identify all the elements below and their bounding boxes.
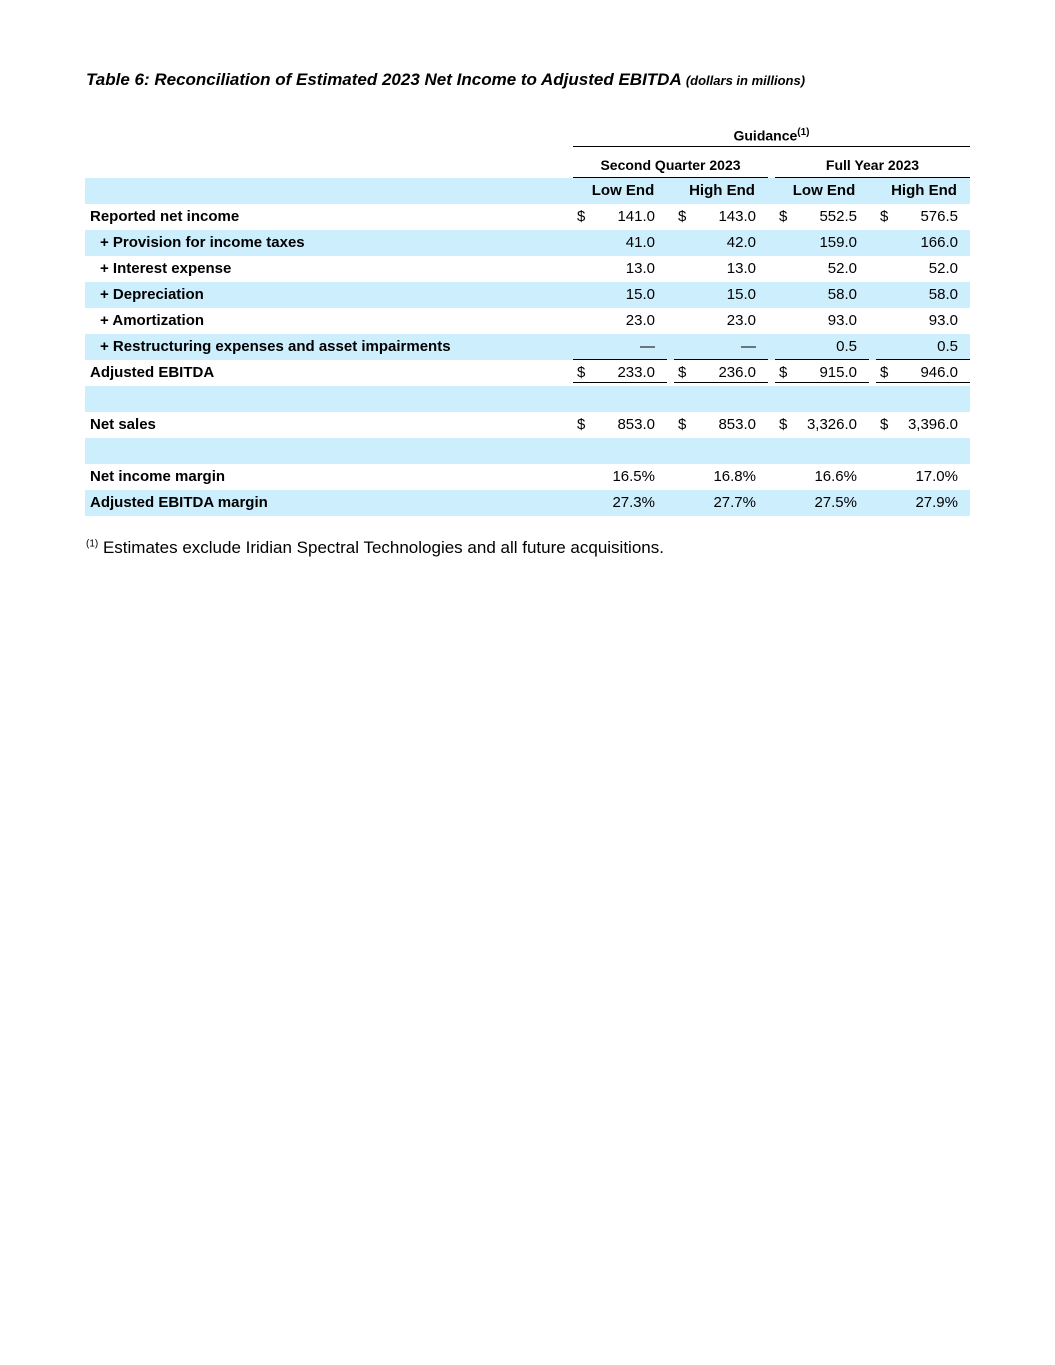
value-cell: 15.0 xyxy=(726,286,756,303)
row-label: + Provision for income taxes xyxy=(100,234,305,251)
dollar-sign: $ xyxy=(678,364,687,381)
value-cell: 3,396.0 xyxy=(907,416,958,433)
value-cell: 141.0 xyxy=(617,208,655,225)
value-cell: 0.5 xyxy=(836,338,857,355)
dollar-sign: $ xyxy=(577,416,586,433)
period-q2: Second Quarter 2023 xyxy=(600,157,741,173)
col-fy-low: Low End xyxy=(792,182,856,199)
dollar-sign: $ xyxy=(779,416,788,433)
value-cell: 27.5% xyxy=(814,494,857,511)
value-cell: 23.0 xyxy=(625,312,655,329)
value-cell: 58.0 xyxy=(827,286,857,303)
value-cell: 16.8% xyxy=(713,468,756,485)
value-cell: 946.0 xyxy=(920,364,958,381)
table-title xyxy=(86,70,805,90)
row-label: + Interest expense xyxy=(100,260,232,277)
row-label: Adjusted EBITDA margin xyxy=(90,494,268,511)
row-label: Reported net income xyxy=(90,208,240,225)
value-cell: 143.0 xyxy=(718,208,756,225)
value-cell: — xyxy=(640,338,655,355)
row-label: Net income margin xyxy=(90,468,226,485)
spacer-row xyxy=(85,438,970,464)
value-cell: 93.0 xyxy=(827,312,857,329)
table-row xyxy=(85,360,970,386)
value-cell: 166.0 xyxy=(920,234,958,251)
title-units: (dollars in millions) xyxy=(685,73,806,88)
value-cell: 853.0 xyxy=(718,416,756,433)
footnote xyxy=(86,538,664,558)
value-cell: 236.0 xyxy=(718,364,756,381)
row-label: Net sales xyxy=(90,416,156,433)
column-header-row xyxy=(85,178,970,204)
dollar-sign: $ xyxy=(678,416,687,433)
value-cell: 13.0 xyxy=(726,260,756,277)
table-row xyxy=(85,256,970,282)
value-cell: 27.9% xyxy=(915,494,958,511)
col-fy-high: High End xyxy=(891,182,957,199)
dollar-sign: $ xyxy=(880,364,889,381)
title-text: Table 6: Reconciliation of Estimated 2023 Net Income to Adjusted EBITDA xyxy=(86,70,682,89)
row-label: Adjusted EBITDA xyxy=(90,364,215,381)
value-cell: 41.0 xyxy=(625,234,655,251)
col-q2-high: High End xyxy=(689,182,755,199)
value-cell: 576.5 xyxy=(920,208,958,225)
table-row xyxy=(85,334,970,360)
dollar-sign: $ xyxy=(577,208,586,225)
reconciliation-table xyxy=(85,120,970,516)
value-cell: 52.0 xyxy=(827,260,857,277)
value-cell: 159.0 xyxy=(819,234,857,251)
value-cell: 15.0 xyxy=(625,286,655,303)
value-cell: 853.0 xyxy=(617,416,655,433)
value-cell: 13.0 xyxy=(625,260,655,277)
table-row xyxy=(85,230,970,256)
value-cell: 42.0 xyxy=(726,234,756,251)
guidance-label: Guidance xyxy=(733,127,798,144)
value-cell: — xyxy=(741,338,756,355)
dollar-sign: $ xyxy=(779,364,788,381)
table-row xyxy=(85,412,970,438)
value-cell: 3,326.0 xyxy=(806,416,857,433)
value-cell: 16.5% xyxy=(612,468,655,485)
value-cell: 52.0 xyxy=(928,260,958,277)
spacer-row xyxy=(85,386,970,412)
footnote-text: Estimates exclude Iridian Spectral Technologies and all future acquisitions. xyxy=(102,538,664,557)
col-q2-low: Low End xyxy=(591,182,655,199)
dollar-sign: $ xyxy=(880,416,889,433)
dollar-sign: $ xyxy=(678,208,687,225)
value-cell: 915.0 xyxy=(819,364,857,381)
value-cell: 0.5 xyxy=(937,338,958,355)
value-cell: 93.0 xyxy=(928,312,958,329)
value-cell: 27.3% xyxy=(612,494,655,511)
value-cell: 27.7% xyxy=(713,494,756,511)
value-cell: 23.0 xyxy=(726,312,756,329)
row-label: + Depreciation xyxy=(100,286,204,303)
table-row xyxy=(85,308,970,334)
table-row xyxy=(85,464,970,490)
guidance-header xyxy=(573,120,970,146)
table-row xyxy=(85,282,970,308)
value-cell: 552.5 xyxy=(819,208,857,225)
period-header-row xyxy=(85,152,970,178)
dollar-sign: $ xyxy=(577,364,586,381)
row-label: + Amortization xyxy=(100,312,205,329)
table-row xyxy=(85,204,970,230)
value-cell: 233.0 xyxy=(617,364,655,381)
value-cell: 17.0% xyxy=(915,468,958,485)
table-row xyxy=(85,490,970,516)
footnote-mark: (1) xyxy=(86,538,99,550)
value-cell: 16.6% xyxy=(814,468,857,485)
guidance-rule xyxy=(573,146,970,147)
dollar-sign: $ xyxy=(880,208,889,225)
value-cell: 58.0 xyxy=(928,286,958,303)
guidance-footnote-mark: (1) xyxy=(797,127,810,138)
period-fy: Full Year 2023 xyxy=(825,157,920,173)
guidance-header-row xyxy=(85,120,970,146)
row-label: + Restructuring expenses and asset impairments xyxy=(100,338,451,355)
dollar-sign: $ xyxy=(779,208,788,225)
